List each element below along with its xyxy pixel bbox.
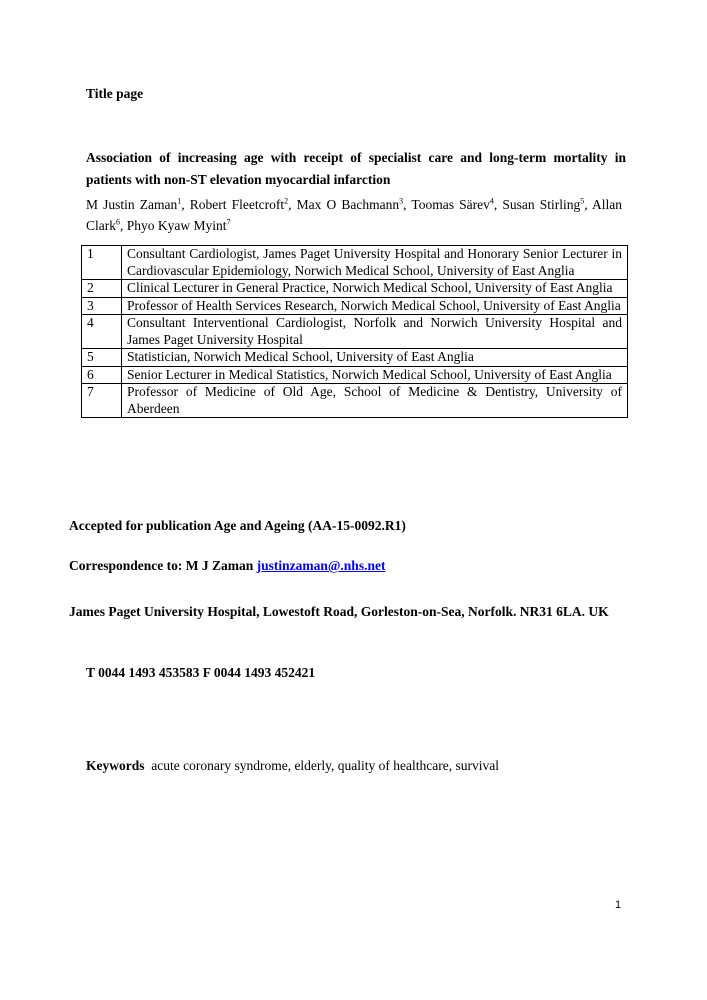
affiliation-row — [82, 315, 628, 349]
author-affiliation-marker: 1 — [177, 196, 182, 206]
keywords-text: acute coronary syndrome, elderly, quality of healthcare, survival — [151, 758, 499, 773]
affiliation-text: Professor of Health Services Research, Norwich Medical School, University of East Anglia — [122, 297, 628, 315]
correspondence-label: Correspondence to: M J Zaman — [69, 558, 257, 573]
affiliation-number: 7 — [82, 384, 122, 418]
affiliation-text: Consultant Interventional Cardiologist, Norfolk and Norwich University Hospital and James Paget University Hospital — [122, 315, 628, 349]
author-name: M Justin Zaman — [86, 197, 178, 212]
author-name: Max O Bachmann — [296, 197, 400, 212]
correspondence-address: James Paget University Hospital, Lowestoft Road, Gorleston-on-Sea, Norfolk. NR31 6LA. UK — [69, 604, 609, 619]
correspondence-line — [69, 558, 385, 574]
phone-fax-line: T 0044 1493 453583 F 0044 1493 452421 — [86, 665, 316, 680]
author-affiliation-marker: 3 — [399, 196, 404, 206]
affiliation-number: 1 — [82, 246, 122, 280]
affiliation-number: 3 — [82, 297, 122, 315]
page-number: 1 — [615, 899, 622, 911]
author-affiliation-marker: 5 — [580, 196, 585, 206]
affiliation-number: 4 — [82, 315, 122, 349]
affiliation-text: Statistician, Norwich Medical School, University of East Anglia — [122, 349, 628, 367]
keywords-label: Keywords — [86, 758, 145, 773]
affiliation-row — [82, 280, 628, 298]
section-heading-title-page: Title page — [86, 86, 144, 101]
author-name: Susan Stirling — [502, 197, 581, 212]
author-name: Toomas Särev — [411, 197, 490, 212]
affiliation-text: Consultant Cardiologist, James Paget University Hospital and Honorary Senior Lecturer in Cardiovascular Epidemiology, Norwich Medical School, University of East Anglia — [122, 246, 628, 280]
author-name: Phyo Kyaw Myint — [126, 218, 227, 233]
author-affiliation-marker: 7 — [226, 217, 231, 227]
affiliation-text: Senior Lecturer in Medical Statistics, Norwich Medical School, University of East Anglia — [122, 366, 628, 384]
correspondence-email-link[interactable]: justinzaman@.nhs.net — [256, 558, 386, 573]
author-affiliation-marker: 6 — [116, 217, 120, 227]
affiliation-row — [82, 366, 628, 384]
affiliation-number: 6 — [82, 366, 122, 384]
author-name: Robert Fleetcroft — [189, 197, 285, 212]
article-title: Association of increasing age with receipt of specialist care and long-term mortality in patients with non-ST elevation myocardial infarction — [86, 150, 626, 187]
affiliation-number: 2 — [82, 280, 122, 298]
acceptance-note: Accepted for publication Age and Ageing (AA-15-0092.R1) — [69, 518, 406, 533]
affiliation-row — [82, 384, 628, 418]
author-list: M Justin Zaman$^1$, Robert Fleetcroft$^2$, Max O Bachmann$^3$, Toomas Särev$^4$, Susan Stirling$^5$, Allan Clark$^6$, Phyo Kyaw Myint$^7$ — [86, 196, 623, 233]
affiliations-table — [81, 245, 628, 418]
affiliation-row — [82, 297, 628, 315]
keywords-line — [86, 758, 499, 774]
author-affiliation-marker: 2 — [284, 196, 289, 206]
affiliation-text: Clinical Lecturer in General Practice, Norwich Medical School, University of East Anglia — [122, 280, 628, 298]
author-name: Allan Clark — [86, 197, 623, 233]
author-affiliation-marker: 4 — [489, 196, 494, 206]
affiliation-text: Professor of Medicine of Old Age, School of Medicine & Dentistry, University of Aberdeen — [122, 384, 628, 418]
affiliation-row — [82, 246, 628, 280]
affiliation-row — [82, 349, 628, 367]
affiliation-number: 5 — [82, 349, 122, 367]
